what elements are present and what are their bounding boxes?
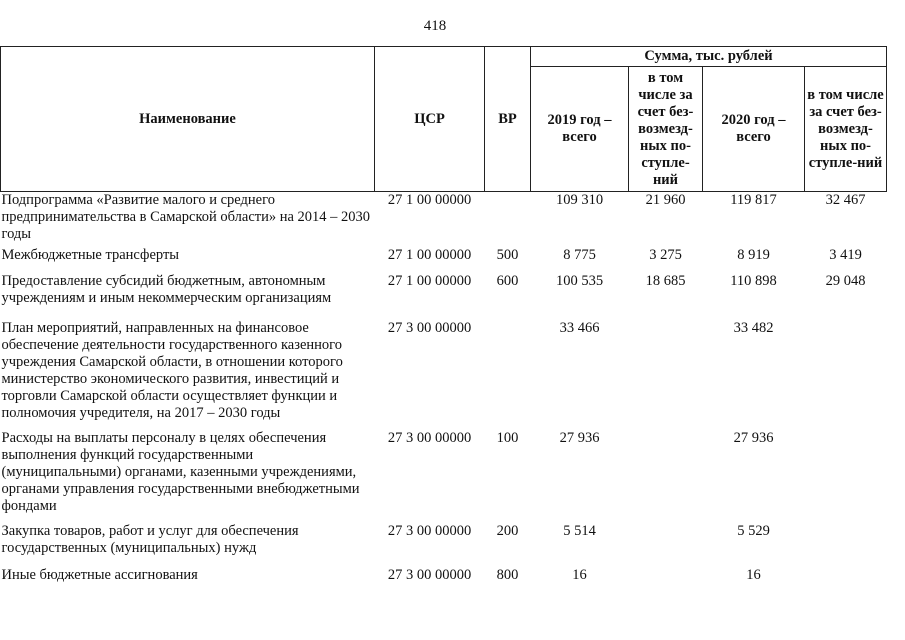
row-2020-free <box>805 523 887 567</box>
row-2019-free <box>629 567 703 589</box>
table-row <box>1 244 887 269</box>
row-2019-free: 3 275 <box>649 247 682 263</box>
table-row <box>1 192 887 245</box>
header-vr: ВР <box>485 47 531 192</box>
row-csr: 27 3 00 00000 <box>387 523 472 539</box>
row-2019-total: 109 310 <box>555 192 604 208</box>
row-name: План мероприятий, направленных на финансовое обеспечение деятельности государственного казенного учреждения Самарской области, в отношении которого министерство экономического развития, инвестиций и торговли Самарской области осуществляет функции и полномочия учредителя, на 2017 – 2030 годы <box>1 320 343 421</box>
header-2019-total: 2019 год – всего <box>531 67 629 192</box>
row-2020-total: 5 529 <box>737 523 770 539</box>
table-header <box>1 47 887 192</box>
table-row <box>1 317 887 430</box>
header-2019-free: в том числе за счет без-возмезд-ных по-ступле-ний <box>629 67 703 192</box>
table-row <box>1 567 887 589</box>
row-2019-free <box>629 523 703 567</box>
row-csr: 27 3 00 00000 <box>387 430 472 446</box>
row-2020-total: 8 919 <box>737 247 770 263</box>
header-sum-group: Сумма, тыс. рублей <box>531 47 887 67</box>
table-body <box>1 192 887 590</box>
header-name: Наименование <box>1 47 375 192</box>
budget-table <box>0 46 887 589</box>
row-2020-free: 3 419 <box>829 247 862 263</box>
page-number: 418 <box>423 18 447 34</box>
row-2019-free: 21 960 <box>645 192 686 208</box>
header-csr: ЦСР <box>375 47 485 192</box>
table-row <box>1 523 887 567</box>
row-vr: 100 <box>496 430 519 446</box>
row-2019-free <box>629 317 703 430</box>
row-2020-total: 33 482 <box>733 320 774 336</box>
row-name: Иные бюджетные ассигнования <box>1 567 198 583</box>
row-name: Предоставление субсидий бюджетным, автономным учреждениям и иным некоммерческим организациям <box>1 273 332 306</box>
row-name: Расходы на выплаты персоналу в целях обеспечения выполнения функций государственными (муниципальными) органами, казенными учреждениями, органами управления государственными внебюджетными фондами <box>1 430 360 514</box>
row-vr: 500 <box>496 247 519 263</box>
row-vr: 200 <box>496 523 519 539</box>
row-csr: 27 1 00 00000 <box>387 247 472 263</box>
row-2020-total: 27 936 <box>733 430 774 446</box>
row-2020-free <box>805 567 887 589</box>
row-name: Закупка товаров, работ и услуг для обеспечения государственных (муниципальных) нужд <box>1 523 299 556</box>
table-row <box>1 430 887 523</box>
header-2020-total: 2020 год – всего <box>703 67 805 192</box>
row-2020-free <box>805 430 887 523</box>
row-2019-total: 27 936 <box>559 430 600 446</box>
row-2020-free: 29 048 <box>825 273 866 289</box>
row-csr: 27 1 00 00000 <box>387 192 472 208</box>
row-2020-free: 32 467 <box>825 192 866 208</box>
row-vr: 600 <box>496 273 519 289</box>
table-row <box>1 269 887 317</box>
row-vr: 800 <box>496 567 519 583</box>
row-csr: 27 3 00 00000 <box>387 320 472 336</box>
row-2019-free: 18 685 <box>645 273 686 289</box>
row-2019-total: 8 775 <box>563 247 596 263</box>
header-2020-free: в том числе за счет без-возмезд-ных по-ступле-ний <box>805 67 887 192</box>
row-vr <box>485 317 531 430</box>
row-2020-total: 110 898 <box>730 273 777 289</box>
row-vr <box>485 192 531 245</box>
row-2019-total: 100 535 <box>555 273 604 289</box>
row-csr: 27 3 00 00000 <box>387 567 472 583</box>
row-2019-total: 16 <box>572 567 587 583</box>
row-2020-total: 16 <box>746 567 761 583</box>
row-2019-total: 33 466 <box>559 320 600 336</box>
row-2019-free <box>629 430 703 523</box>
row-2019-total: 5 514 <box>563 523 596 539</box>
row-2020-total: 119 817 <box>730 192 777 208</box>
row-name: Межбюджетные трансферты <box>1 247 180 263</box>
row-2020-free <box>805 317 887 430</box>
row-csr: 27 1 00 00000 <box>387 273 472 289</box>
row-name: Подпрограмма «Развитие малого и среднего предпринимательства в Самарской области» на 2014 – 2030 годы <box>1 192 371 242</box>
